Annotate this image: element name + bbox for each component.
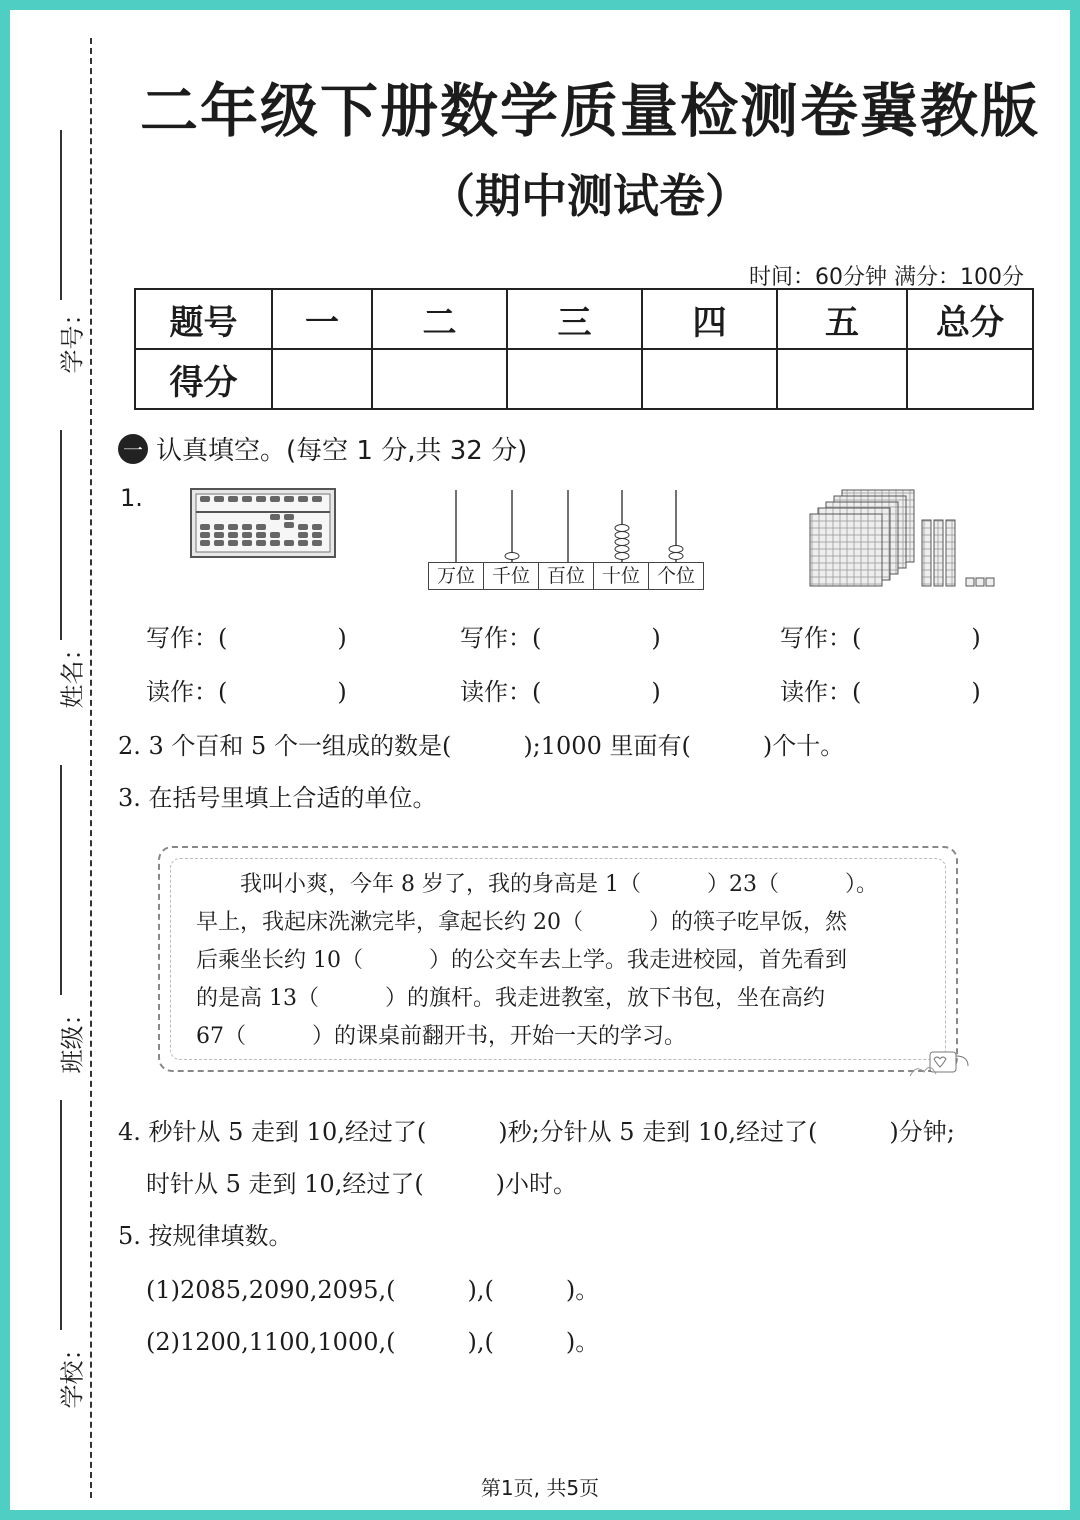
abacus-illustration	[190, 488, 336, 558]
school-line	[60, 1100, 62, 1330]
q1-read-answer-2[interactable]: 读作：( )	[460, 678, 661, 706]
score-row-label: 得分	[135, 349, 272, 409]
q4-text-line2: 时针从 5 走到 10,经过了( )小时。	[146, 1170, 578, 1198]
q4-text-line1: 4. 秒针从 5 走到 10,经过了( )秒;分针从 5 走到 10,经过了( )分钟;	[118, 1118, 955, 1146]
page-subtitle: （期中测试卷）	[429, 169, 751, 223]
score-cell[interactable]	[507, 349, 642, 409]
score-header-cell: 二	[372, 289, 507, 349]
time-info: 时间：60分钟 满分：100分	[749, 265, 1024, 290]
score-header-cell: 总分	[907, 289, 1033, 349]
watering-can-decoration-icon	[906, 1046, 976, 1080]
counter-rods	[428, 486, 704, 562]
q1-number: 1.	[120, 484, 143, 512]
score-cell[interactable]	[777, 349, 907, 409]
story-line: 早上，我起床洗漱完毕，拿起长约 20（ ）的筷子吃早饭，然	[196, 910, 847, 935]
q5-text: 5. 按规律填数。	[118, 1222, 293, 1250]
place-value-counter	[428, 486, 704, 592]
score-header-cell: 四	[642, 289, 777, 349]
q5-sequence-2: (2)1200,1100,1000,( ),( )。	[146, 1328, 600, 1356]
section-heading	[118, 430, 527, 467]
q1-write-answer-1[interactable]: 写作：( )	[146, 624, 347, 652]
score-cell[interactable]	[272, 349, 372, 409]
score-header-cell: 题号	[135, 289, 272, 349]
page-number: 第1页, 共5页	[480, 1476, 600, 1500]
score-header-row	[135, 289, 1033, 349]
section-number-badge: 一	[118, 434, 148, 464]
place-value-labels	[428, 562, 704, 590]
place-label: 万位	[429, 563, 484, 589]
place-label: 十位	[594, 563, 649, 589]
story-line: 的是高 13（ ）的旗杆。我走进教室，放下书包，坐在高约	[196, 986, 825, 1011]
student-id-line	[60, 130, 62, 300]
q1-write-answer-2[interactable]: 写作：( )	[460, 624, 661, 652]
q2-text: 2. 3 个百和 5 个一组成的数是( );1000 里面有( )个十。	[118, 732, 845, 760]
score-cell[interactable]	[907, 349, 1033, 409]
q3-text: 3. 在括号里填上合适的单位。	[118, 784, 437, 812]
score-header-cell: 三	[507, 289, 642, 349]
name-label: 姓名：	[58, 636, 87, 709]
q1-read-answer-3[interactable]: 读作：( )	[780, 678, 981, 706]
score-cell[interactable]	[642, 349, 777, 409]
class-line	[60, 765, 62, 995]
q1-read-answer-1[interactable]: 读作：( )	[146, 678, 347, 706]
story-line: 67（ ）的课桌前翻开书，开始一天的学习。	[196, 1024, 686, 1049]
story-line: 后乘坐长约 10（ ）的公交车去上学。我走进校园，首先看到	[196, 948, 847, 973]
school-label: 学校：	[58, 1336, 87, 1409]
score-table	[134, 288, 1034, 410]
place-label: 个位	[656, 565, 695, 587]
q1-write-answer-3[interactable]: 写作：( )	[780, 624, 981, 652]
student-id-label: 学号：	[58, 301, 87, 374]
base-ten-blocks-illustration	[798, 486, 998, 592]
section-heading-text: 认真填空。(每空 1 分,共 32 分)	[156, 436, 528, 466]
class-label: 班级：	[58, 1001, 87, 1074]
story-line: 我叫小爽，今年 8 岁了，我的身高是 1（ ）23（ ）。	[196, 872, 878, 897]
q5-sequence-1: (1)2085,2090,2095,( ),( )。	[146, 1276, 600, 1304]
exam-page	[10, 10, 1070, 1510]
place-label: 百位	[539, 563, 594, 589]
score-header-cell: 一	[272, 289, 372, 349]
story-box	[158, 846, 958, 1072]
binding-dashed-line	[90, 38, 92, 1498]
score-header-cell: 五	[777, 289, 907, 349]
name-line	[60, 430, 62, 640]
place-label: 千位	[484, 563, 539, 589]
page-title: 二年级下册数学质量检测卷冀教版	[140, 77, 1041, 145]
story-text	[196, 866, 916, 1056]
score-cell[interactable]	[372, 349, 507, 409]
score-value-row	[135, 349, 1033, 409]
